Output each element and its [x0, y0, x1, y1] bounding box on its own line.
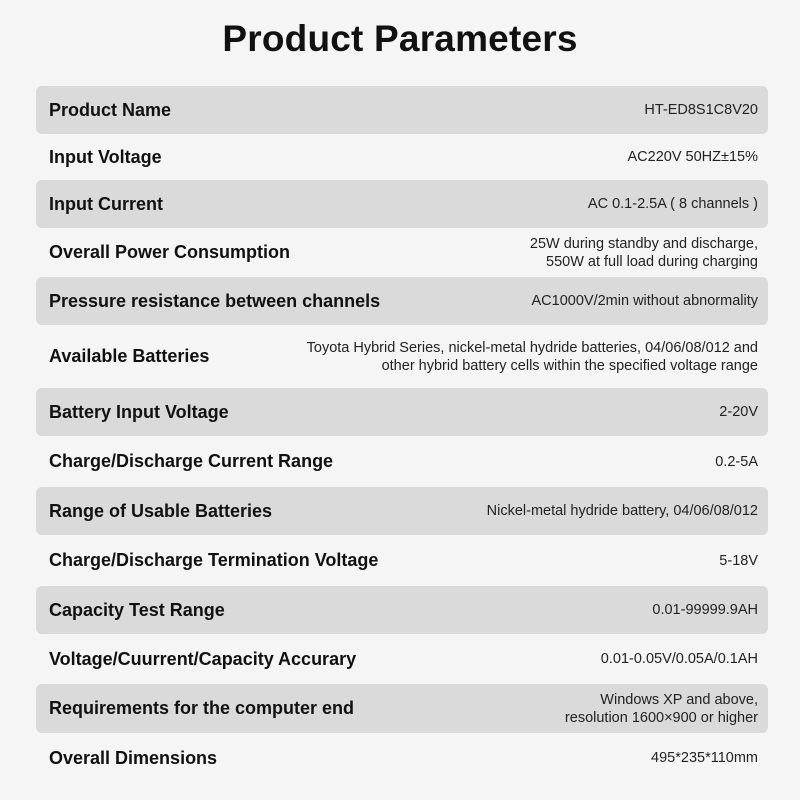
- table-row: [36, 134, 768, 180]
- table-row: [36, 586, 768, 634]
- param-value-line: AC1000V/2min without abnormality: [531, 293, 758, 309]
- param-value-line: Toyota Hybrid Series, nickel-metal hydride batteries, 04/06/08/012 and: [306, 339, 758, 356]
- param-value: [651, 749, 758, 767]
- param-label: Requirements for the computer end: [49, 698, 355, 718]
- param-value-line: 495*235*110mm: [651, 750, 758, 766]
- param-value: [565, 691, 758, 727]
- param-value: [652, 601, 758, 619]
- param-value: [628, 148, 758, 166]
- param-value-line: other hybrid battery cells within the specified voltage range: [381, 357, 758, 374]
- param-label: Overall Power Consumption: [49, 242, 291, 262]
- param-value: [719, 552, 758, 570]
- param-value-line: AC 0.1-2.5A ( 8 channels ): [587, 196, 758, 212]
- table-row: [36, 228, 768, 277]
- table-row: [36, 634, 768, 684]
- param-value: [530, 235, 758, 271]
- table-row: [36, 325, 768, 388]
- table-row: [36, 487, 768, 535]
- param-label: Pressure resistance between channels: [49, 290, 381, 311]
- param-value: [532, 292, 758, 310]
- param-label: Product Name: [49, 99, 172, 120]
- param-label: Battery Input Voltage: [49, 401, 229, 422]
- param-value-line: AC220V 50HZ±15%: [627, 149, 758, 165]
- page-title: Product Parameters: [222, 18, 578, 59]
- param-label: Charge/Discharge Termination Voltage: [49, 550, 379, 570]
- table-row: [36, 388, 768, 436]
- param-value-line: 0.2-5A: [715, 453, 758, 470]
- param-label: Overall Dimensions: [49, 747, 218, 768]
- param-label: Available Batteries: [49, 346, 210, 366]
- param-value-line: 25W during standby and discharge,: [529, 235, 758, 252]
- param-value-line: 2-20V: [719, 404, 758, 420]
- param-value-line: 0.01-0.05V/0.05A/0.1AH: [600, 651, 758, 667]
- param-label: Voltage/Cuurrent/Capacity Accurary: [49, 648, 357, 669]
- table-row: [36, 436, 768, 487]
- param-value-line: 0.01-99999.9AH: [652, 602, 758, 618]
- param-value: [601, 650, 758, 668]
- table-row: [36, 535, 768, 586]
- param-value-line: HT-ED8S1C8V20: [644, 102, 758, 118]
- param-value-line: 5-18V: [719, 552, 758, 569]
- table-row: [36, 180, 768, 228]
- param-value-line: Nickel-metal hydride battery, 04/06/08/012: [486, 503, 758, 519]
- param-label: Range of Usable Batteries: [49, 500, 273, 521]
- param-label: Input Current: [49, 193, 163, 214]
- table-row: [36, 277, 768, 325]
- param-value: [644, 101, 758, 119]
- param-value: [715, 453, 758, 471]
- param-value-line: Windows XP and above,: [600, 691, 758, 708]
- parameters-table: [36, 86, 768, 783]
- param-value: [307, 339, 758, 375]
- param-label: Charge/Discharge Current Range: [49, 451, 334, 471]
- param-value: [588, 195, 758, 213]
- param-value-line: resolution 1600×900 or higher: [564, 709, 758, 726]
- param-value: [487, 502, 758, 520]
- param-label: Capacity Test Range: [49, 599, 225, 620]
- table-row: [36, 86, 768, 134]
- param-label: Input Voltage: [49, 146, 162, 167]
- table-row: [36, 733, 768, 783]
- param-value-line: 550W at full load during charging: [546, 253, 758, 270]
- table-row: [36, 684, 768, 733]
- param-value: [719, 403, 758, 421]
